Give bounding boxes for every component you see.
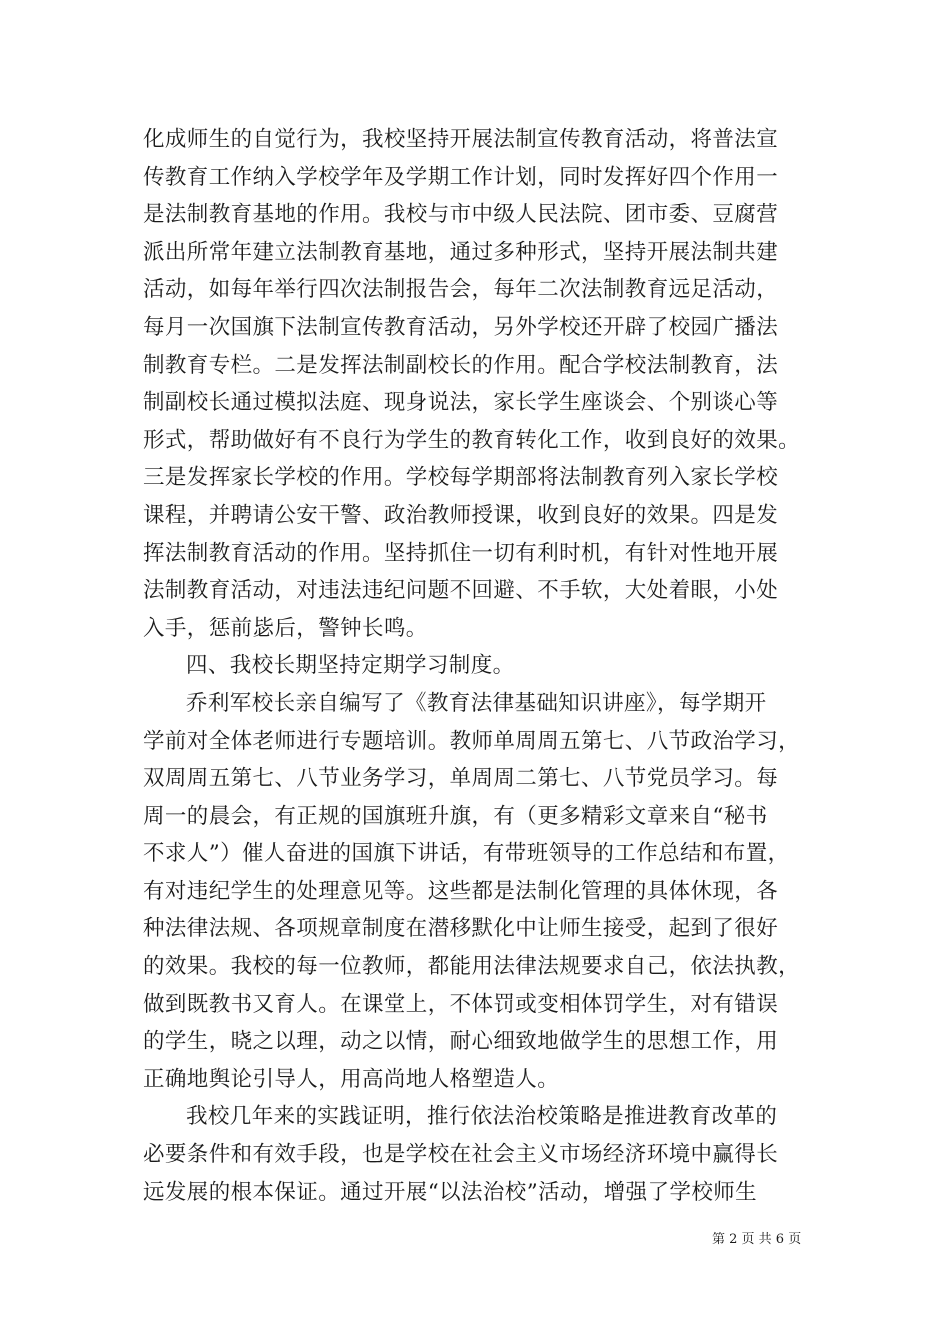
text-line: 制教育专栏。二是发挥法制副校长的作用。配合学校法制教育，法 <box>143 352 779 378</box>
text-line: 制副校长通过模拟法庭、现身说法，家长学生座谈会、个别谈心等 <box>143 390 779 416</box>
text-line: 有对违纪学生的处理意见等。这些都是法制化管理的具体休现，各 <box>143 878 779 904</box>
text-line: 法制教育活动，对违法违纪问题不回避、不手软，大处着眼，小处 <box>143 578 779 604</box>
text-line: 每月一次国旗下法制宣传教育活动，另外学校还开辟了校园广播法 <box>143 314 779 340</box>
text-line: 传教育工作纳入学校学年及学期工作计划，同时发挥好四个作用一 <box>143 164 779 190</box>
text-line: 学前对全体老师进行专题培训。教师单周周五第七、八节政治学习， <box>143 728 801 754</box>
text-line: 派出所常年建立法制教育基地，通过多种形式，坚持开展法制共建 <box>143 239 779 265</box>
text-line: 必要条件和有效手段，也是学校在社会主义市场经济环境中赢得长 <box>143 1142 779 1168</box>
text-line: 做到既教书又育人。在课堂上，不体罚或变相体罚学生，对有错误 <box>143 991 779 1017</box>
text-line: 活动，如每年举行四次法制报告会，每年二次法制教育远足活动， <box>143 277 779 303</box>
text-line: 形式，帮助做好有不良行为学生的教育转化工作，收到良好的效果。 <box>143 427 801 453</box>
text-line: 不求人”）催人奋进的国旗下讲话，有带班领导的工作总结和布置， <box>143 841 790 867</box>
text-line: 四、我校长期坚持定期学习制度。 <box>186 653 515 679</box>
body-text <box>143 121 819 1211</box>
text-line: 远发展的根本保证。通过开展“以法治校”活动，增强了学校师生 <box>143 1179 758 1205</box>
text-line: 是法制教育基地的作用。我校与市中级人民法院、团市委、豆腐营 <box>143 202 779 228</box>
text-line: 三是发挥家长学校的作用。学校每学期部将法制教育列入家长学校 <box>143 465 779 491</box>
text-line: 的效果。我校的每一位教师，都能用法律法规要求自己，依法执教， <box>143 954 801 980</box>
text-line: 课程，并聘请公安干警、政治教师授课，收到良好的效果。四是发 <box>143 502 779 528</box>
text-line: 种法律法规、各项规章制度在潜移默化中让师生接受，起到了很好 <box>143 916 779 942</box>
text-line: 乔利军校长亲自编写了《教育法律基础知识讲座》，每学期开 <box>186 690 767 716</box>
page-number: 第 2 页 共 6 页 <box>712 1232 802 1247</box>
text-line: 正确地舆论引导人，用高尚地人格塑造人。 <box>143 1066 560 1092</box>
text-line: 挥法制教育活动的作用。坚持抓住一切有利时机，有针对性地开展 <box>143 540 779 566</box>
text-line: 我校几年来的实践证明，推行依法治校策略是推进教育改革的 <box>186 1104 778 1130</box>
text-line: 的学生，晓之以理，动之以情，耐心细致地做学生的思想工作，用 <box>143 1029 779 1055</box>
text-line: 化成师生的自觉行为，我校坚持开展法制宣传教育活动，将普法宣 <box>143 127 779 152</box>
text-line: 周一的晨会，有正规的国旗班升旗，有（更多精彩文章来自“秘书 <box>143 803 768 829</box>
text-line: 入手，惩前毖后，警钟长鸣。 <box>143 615 428 641</box>
text-line: 双周周五第七、八节业务学习，单周周二第七、八节党员学习。每 <box>143 766 779 792</box>
